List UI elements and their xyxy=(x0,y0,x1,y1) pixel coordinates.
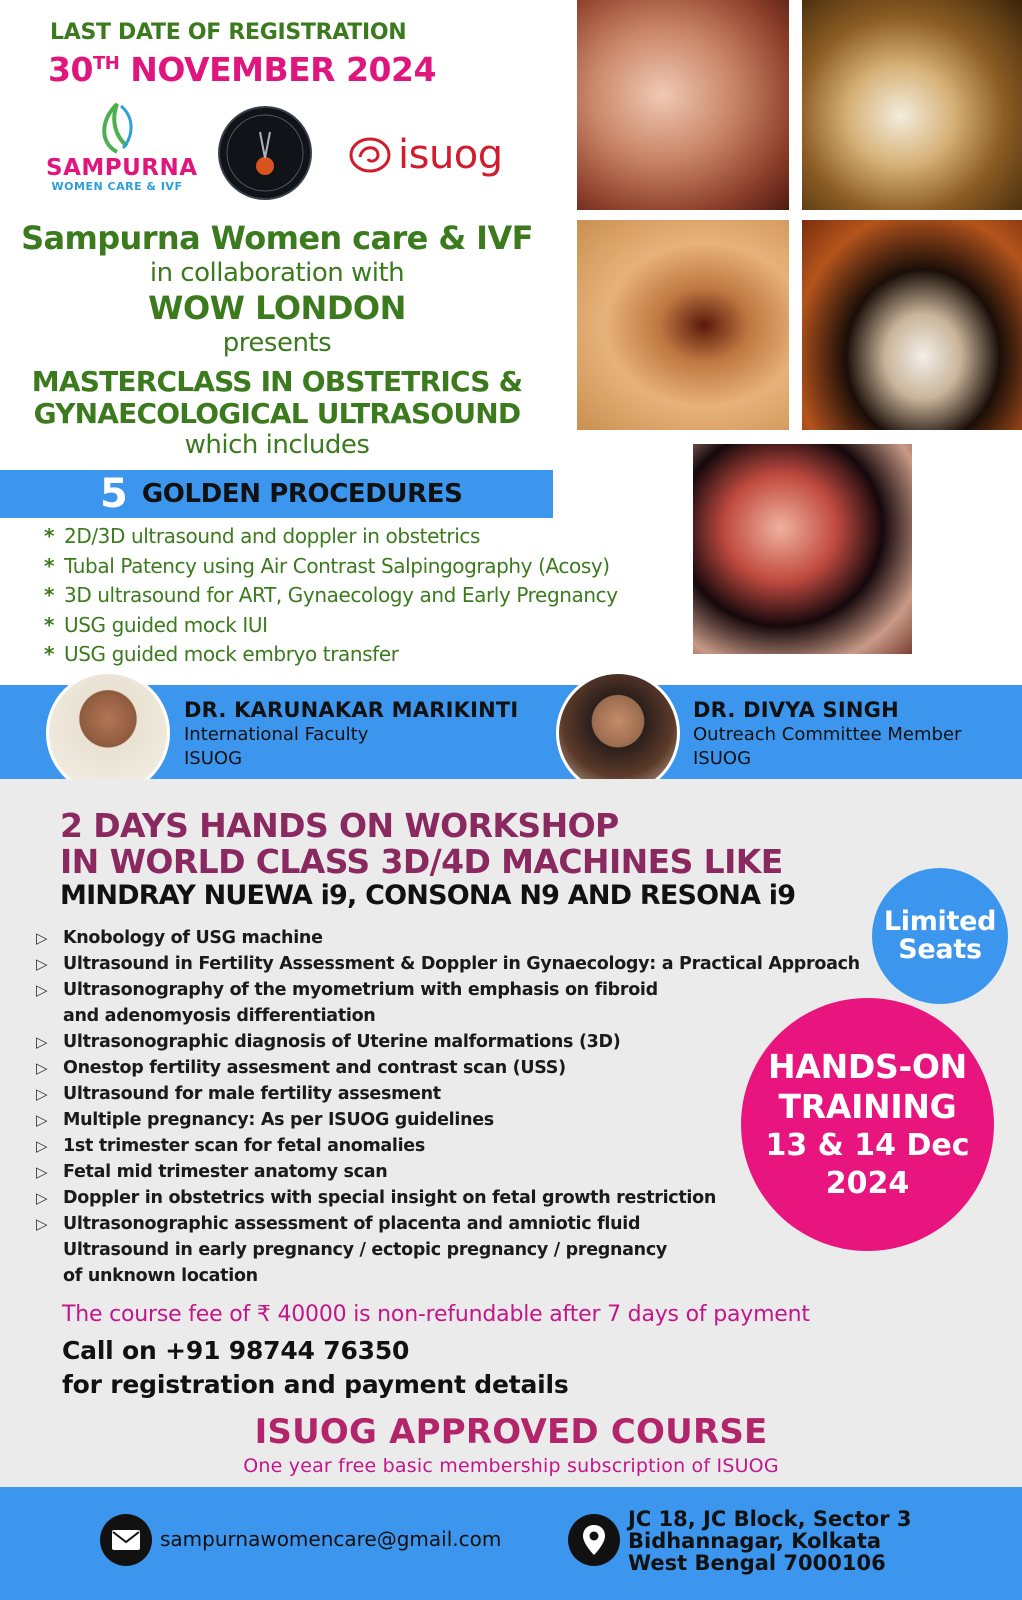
ultrasound-image-face xyxy=(577,0,789,210)
list-item: ▷ Ultrasonography of the myometrium with emphasis on fibroid xyxy=(36,977,860,1003)
golden-procedures-bar xyxy=(0,470,553,518)
presents-text: presents xyxy=(222,328,332,358)
faculty-karunakar xyxy=(184,697,518,771)
sampurna-logo xyxy=(46,98,198,208)
partner-name: WOW LONDON xyxy=(148,289,406,327)
list-item: * 2D/3D ultrasound and doppler in obstetrics xyxy=(44,522,618,552)
hands-on-training-badge: HANDS-ON TRAINING 13 & 14 Dec 2024 xyxy=(741,998,994,1251)
limited-seats-badge: Limited Seats xyxy=(872,868,1008,1004)
triangle-arrow-icon: ▷ xyxy=(36,1085,48,1103)
asterisk-icon: * xyxy=(44,612,55,637)
golden-procedures-count: 5 xyxy=(100,471,128,517)
triangle-arrow-icon: ▷ xyxy=(36,1111,48,1129)
intro-block xyxy=(0,218,554,460)
faculty-divya xyxy=(693,697,961,771)
faculty-photo-karunakar xyxy=(46,671,170,795)
golden-procedures-title: GOLDEN PROCEDURES xyxy=(141,479,463,509)
course-title: MASTERCLASS IN OBSTETRICS & GYNAECOLOGICAL ULTRASOUND xyxy=(31,365,523,430)
faculty-name: DR. DIVYA SINGH xyxy=(693,698,899,722)
course-fee-note: The course fee of ₹ 40000 is non-refundable after 7 days of payment xyxy=(62,1302,810,1327)
list-item: ▷ Fetal mid trimester anatomy scan xyxy=(36,1159,860,1185)
faculty-org: ISUOG xyxy=(184,748,243,769)
asterisk-icon: * xyxy=(44,583,55,607)
list-item: ▷ Doppler in obstetrics with special insight on fetal growth restriction xyxy=(36,1185,860,1211)
includes-text: which includes xyxy=(184,430,370,460)
list-item: * USG guided mock IUI xyxy=(44,611,618,641)
sampurna-leaf-icon xyxy=(87,98,147,156)
triangle-arrow-icon: ▷ xyxy=(36,955,48,973)
list-item: * USG guided mock embryo transfer xyxy=(44,640,618,670)
registration-label: LAST DATE OF REGISTRATION xyxy=(50,20,407,45)
faculty-org: ISUOG xyxy=(693,748,752,769)
faculty-role: Outreach Committee Member xyxy=(693,724,962,745)
isuog-logo-text: isuog xyxy=(398,132,503,178)
wow-london-logo xyxy=(218,106,312,200)
ultrasound-image-uterus xyxy=(802,0,1022,210)
workshop-heading: 2 DAYS HANDS ON WORKSHOP IN WORLD CLASS 3D/4D MACHINES LIKE xyxy=(60,806,783,881)
registration-date: 30TH NOVEMBER 2024 xyxy=(48,50,436,89)
triangle-arrow-icon: ▷ xyxy=(36,1163,48,1181)
faculty-role: International Faculty xyxy=(184,724,369,745)
location-pin-icon xyxy=(568,1514,620,1566)
organizer-name: Sampurna Women care & IVF xyxy=(21,219,533,257)
list-item: ▷ 1st trimester scan for fetal anomalies xyxy=(36,1133,860,1159)
list-item: ▷ Onestop fertility assesment and contrast scan (USS) xyxy=(36,1055,860,1081)
contact-email[interactable]: sampurnawomencare@gmail.com xyxy=(160,1527,502,1551)
faculty-name: DR. KARUNAKAR MARIKINTI xyxy=(184,698,519,722)
workshop-machines: MINDRAY NUEWA i9, CONSONA N9 AND RESONA i9 xyxy=(60,880,796,911)
asterisk-icon: * xyxy=(44,553,55,578)
address: JC 18, JC Block, Sector 3 Bidhannagar, Kolkata West Bengal 7000106 xyxy=(628,1507,912,1575)
list-item: * Tubal Patency using Air Contrast Salpingography (Acosy) xyxy=(44,552,618,582)
procedure-list xyxy=(44,522,618,670)
triangle-arrow-icon: ▷ xyxy=(36,981,48,999)
sampurna-logo-name: SAMPURNA xyxy=(46,155,198,181)
topic-list xyxy=(36,925,860,1289)
list-item: ▷ Knobology of USG machine xyxy=(36,925,860,951)
ultrasound-image-embryo xyxy=(693,444,912,654)
isuog-mark-icon xyxy=(348,135,392,175)
approved-course-title: ISUOG APPROVED COURSE xyxy=(254,1412,768,1452)
list-item-extra: of unknown location xyxy=(63,1266,258,1286)
collaboration-text: in collaboration with xyxy=(149,258,405,288)
triangle-arrow-icon: ▷ xyxy=(36,1189,48,1207)
list-item: ▷ Ultrasound for male fertility assesment xyxy=(36,1081,860,1107)
ultrasound-image-tube xyxy=(577,220,789,430)
triangle-arrow-icon: ▷ xyxy=(36,1059,48,1077)
list-item: ▷ Ultrasonographic assessment of placenta and amniotic fluid xyxy=(36,1211,860,1237)
triangle-arrow-icon: ▷ xyxy=(36,1033,48,1051)
ultrasound-image-ovary xyxy=(802,220,1022,430)
list-item-extra: Ultrasound in early pregnancy / ectopic pregnancy / pregnancy xyxy=(63,1240,668,1260)
list-item-continuation: and adenomyosis differentiation xyxy=(63,1006,376,1026)
asterisk-icon: * xyxy=(44,524,55,548)
triangle-arrow-icon: ▷ xyxy=(36,1137,48,1155)
triangle-arrow-icon: ▷ xyxy=(36,1215,48,1233)
list-item: ▷ Ultrasound in Fertility Assessment & Doppler in Gynaecology: a Practical Approach xyxy=(36,951,860,977)
contact-phone: Call on +91 98744 76350 for registration and payment details xyxy=(62,1336,569,1399)
list-item: ▷ Multiple pregnancy: As per ISUOG guidelines xyxy=(36,1107,860,1133)
asterisk-icon: * xyxy=(44,642,55,666)
faculty-photo-divya xyxy=(556,671,680,795)
envelope-icon xyxy=(100,1514,152,1566)
list-item: * 3D ultrasound for ART, Gynaecology and Early Pregnancy xyxy=(44,581,618,611)
membership-note: One year free basic membership subscription of ISUOG xyxy=(243,1455,779,1477)
triangle-arrow-icon: ▷ xyxy=(36,929,48,947)
isuog-logo xyxy=(348,130,503,180)
list-item: ▷ Ultrasonographic diagnosis of Uterine malformations (3D) xyxy=(36,1029,860,1055)
sampurna-logo-sub: WOMEN CARE & IVF xyxy=(51,180,183,193)
